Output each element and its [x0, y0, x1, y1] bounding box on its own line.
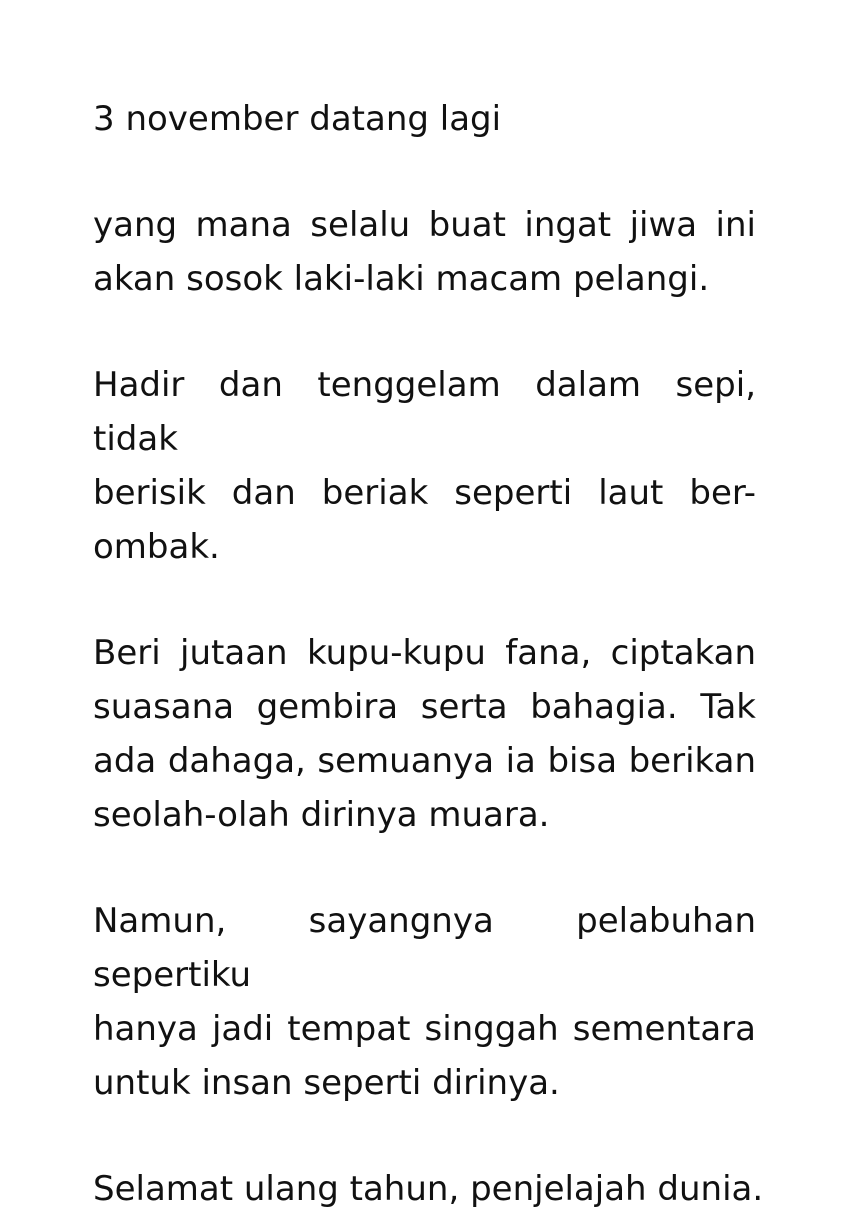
stanza-3 — [93, 626, 756, 842]
stanza-3-line-1: Beri jutaan kupu-kupu fana, ciptakan — [93, 633, 756, 673]
stanza-2-line-2: berisik dan beriak seperti laut ber- — [93, 473, 756, 513]
stanza-3-line-2: suasana gembira serta bahagia. Tak — [93, 687, 756, 727]
stanza-1-line-2: akan sosok laki-laki macam pelangi. — [93, 259, 710, 299]
stanza-2-line-3: ombak. — [93, 527, 220, 567]
stanza-1-line-1: yang mana selalu buat ingat jiwa ini — [93, 205, 756, 245]
poem-title — [93, 92, 756, 146]
stanza-2-line-1: Hadir dan tenggelam dalam sepi, tidak — [93, 365, 756, 459]
stanza-4-line-1: Namun, sayangnya pelabuhan sepertiku — [93, 901, 756, 995]
stanza-4-line-3: untuk insan seperti dirinya. — [93, 1063, 560, 1103]
poem-closing — [93, 1162, 764, 1216]
poem-page — [93, 92, 764, 1216]
stanza-4-line-2: hanya jadi tempat singgah sementara — [93, 1009, 756, 1049]
poem-title-text: 3 november datang lagi — [93, 99, 502, 139]
stanza-2 — [93, 358, 756, 574]
poem-closing-text: Selamat ulang tahun, penjelajah dunia. — [93, 1169, 764, 1209]
stanza-4 — [93, 894, 756, 1110]
stanza-1 — [93, 198, 756, 306]
stanza-3-line-3: ada dahaga, semuanya ia bisa berikan — [93, 741, 756, 781]
stanza-3-line-4: seolah-olah dirinya muara. — [93, 795, 550, 835]
